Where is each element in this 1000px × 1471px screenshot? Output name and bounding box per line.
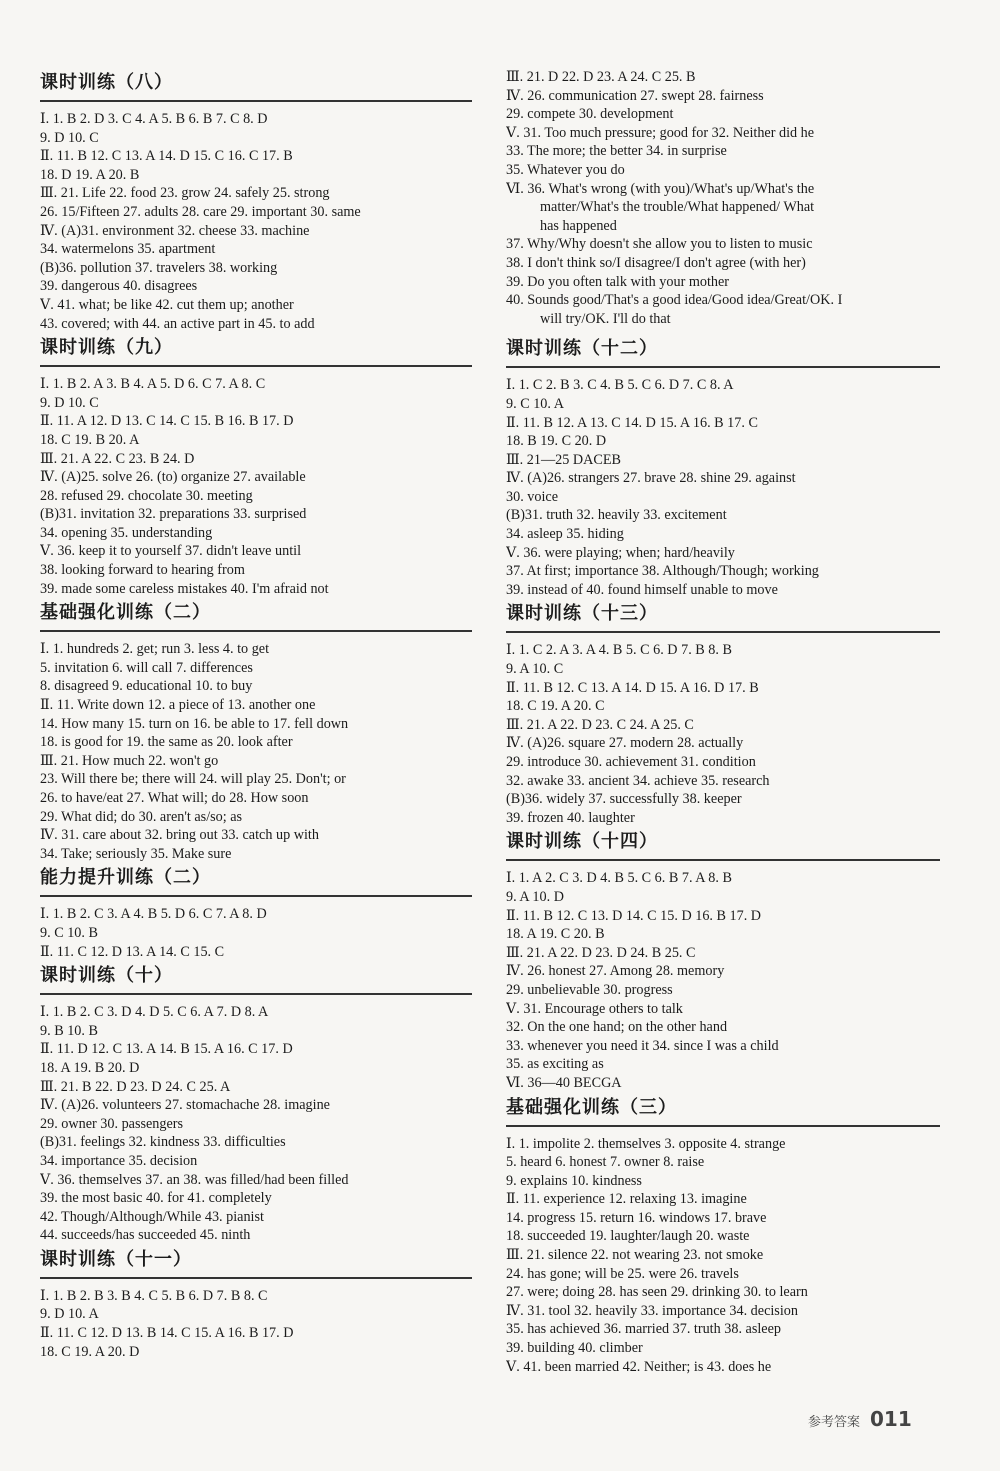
answer-line: Ⅳ. 31. tool 32. heavily 33. importance 34. decision bbox=[506, 1302, 798, 1319]
answer-line: 30. voice bbox=[506, 488, 559, 505]
answer-line: 9. C 10. B bbox=[40, 924, 98, 941]
answer-line: 39. made some careless mistakes 40. I'm afraid not bbox=[40, 580, 329, 597]
answer-section bbox=[40, 72, 472, 333]
answer-line: Ⅰ. 1. B 2. D 3. C 4. A 5. B 6. B 7. C 8. D bbox=[40, 111, 268, 127]
answer-line: 9. B 10. B bbox=[40, 1022, 98, 1039]
answer-line: Ⅳ. (A)26. volunteers 27. stomachache 28. imagine bbox=[40, 1097, 330, 1114]
answer-line: Ⅰ. 1. B 2. A 3. B 4. A 5. D 6. C 7. A 8. C bbox=[40, 376, 266, 393]
answer-line: 35. Whatever you do bbox=[506, 161, 625, 178]
answer-line: Ⅰ. 1. hundreds 2. get; run 3. less 4. to get bbox=[40, 641, 270, 658]
answer-line: 35. as exciting as bbox=[506, 1056, 604, 1073]
answer-line: Ⅲ. 21. A 22. C 23. B 24. D bbox=[40, 450, 195, 467]
answer-line: 18. D 19. A 20. B bbox=[40, 166, 140, 183]
page-number: 011 bbox=[870, 1407, 912, 1431]
answer-line: will try/OK. I'll do that bbox=[540, 310, 671, 327]
answer-line: 14. How many 15. turn on 16. be able to 17. fell down bbox=[40, 715, 349, 732]
answer-line: 18. B 19. C 20. D bbox=[506, 433, 607, 450]
answer-line: 18. succeeded 19. laughter/laugh 20. waste bbox=[506, 1228, 750, 1245]
answer-section bbox=[40, 602, 472, 863]
answer-line: Ⅰ. 1. B 2. C 3. D 4. D 5. C 6. A 7. D 8. A bbox=[40, 1004, 269, 1021]
section-title: 基础强化训练（二） bbox=[40, 602, 472, 632]
answer-line: 38. I don't think so/I disagree/I don't agree (with her) bbox=[506, 254, 806, 271]
footer-label: 参考答案 bbox=[808, 1415, 861, 1430]
right-sections bbox=[506, 338, 940, 1376]
answer-line: Ⅳ. (A)26. strangers 27. brave 28. shine 29. against bbox=[506, 470, 796, 487]
answer-line: 39. the most basic 40. for 41. completely bbox=[40, 1190, 272, 1207]
answer-line: Ⅴ. 36. keep it to yourself 37. didn't leave until bbox=[40, 543, 302, 560]
answer-line: Ⅲ. 21—25 DACEB bbox=[506, 451, 621, 468]
section-title: 课时训练（十三） bbox=[506, 603, 940, 633]
answer-line: Ⅲ. 21. Life 22. food 23. grow 24. safely 25. strong bbox=[40, 185, 330, 202]
answer-line: Ⅲ. 21. A 22. D 23. D 24. B 25. C bbox=[506, 944, 696, 961]
answer-line: 38. looking forward to hearing from bbox=[40, 562, 245, 579]
answer-line: Ⅳ. 26. communication 27. swept 28. fairness bbox=[506, 87, 764, 104]
answer-line: 39. frozen 40. laughter bbox=[506, 809, 635, 826]
continued-section bbox=[506, 68, 940, 328]
answer-line: 39. dangerous 40. disagrees bbox=[40, 278, 198, 295]
answer-line: 24. has gone; will be 25. were 26. travels bbox=[506, 1265, 739, 1282]
answer-line: 18. A 19. B 20. D bbox=[40, 1059, 140, 1076]
answer-line: Ⅱ. 11. Write down 12. a piece of 13. another one bbox=[40, 697, 316, 714]
answer-line: 34. asleep 35. hiding bbox=[506, 526, 624, 543]
answer-line: has happened bbox=[540, 217, 617, 234]
answer-line: Ⅳ. (A)25. solve 26. (to) organize 27. available bbox=[40, 469, 306, 486]
section-title: 课时训练（十四） bbox=[506, 831, 940, 861]
answer-line: matter/What's the trouble/What happened/ What bbox=[540, 199, 815, 216]
answer-line: (B)31. feelings 32. kindness 33. difficulties bbox=[40, 1134, 286, 1151]
answer-line: 29. compete 30. development bbox=[506, 106, 674, 123]
answer-line: Ⅴ. 36. themselves 37. an 38. was filled/had been filled bbox=[40, 1171, 349, 1188]
answer-line: 33. whenever you need it 34. since I was a child bbox=[506, 1037, 779, 1054]
answer-line: 40. Sounds good/That's a good idea/Good idea/Great/OK. I bbox=[506, 292, 843, 309]
answer-line: 29. introduce 30. achievement 31. condition bbox=[506, 754, 756, 770]
answer-line: Ⅳ. 26. honest 27. Among 28. memory bbox=[506, 963, 725, 980]
answer-line: Ⅲ. 21. A 22. D 23. C 24. A 25. C bbox=[506, 716, 694, 733]
answer-line: 34. watermelons 35. apartment bbox=[40, 241, 216, 258]
answer-line: Ⅰ. 1. A 2. C 3. D 4. B 5. C 6. B 7. A 8. B bbox=[506, 870, 732, 887]
answer-line: 9. A 10. D bbox=[506, 888, 564, 905]
left-column bbox=[40, 68, 472, 1361]
answer-line: Ⅱ. 11. D 12. C 13. A 14. B 15. A 16. C 17. D bbox=[40, 1041, 293, 1058]
answer-line: Ⅲ. 21. D 22. D 23. A 24. C 25. B bbox=[506, 69, 696, 85]
answer-line: 29. owner 30. passengers bbox=[40, 1115, 184, 1132]
answer-line: Ⅲ. 21. B 22. D 23. D 24. C 25. A bbox=[40, 1078, 231, 1095]
answer-line: Ⅰ. 1. impolite 2. themselves 3. opposite 4. strange bbox=[506, 1135, 786, 1152]
answer-line: 29. What did; do 30. aren't as/so; as bbox=[40, 808, 243, 825]
answer-line: 37. At first; importance 38. Although/Though; working bbox=[506, 563, 819, 580]
answer-line: Ⅱ. 11. B 12. C 13. D 14. C 15. D 16. B 17. D bbox=[506, 907, 762, 924]
section-title: 课时训练（八） bbox=[40, 72, 472, 102]
answer-line: 9. D 10. C bbox=[40, 394, 99, 411]
answer-section bbox=[40, 867, 472, 961]
answer-line: Ⅱ. 11. experience 12. relaxing 13. imagine bbox=[506, 1191, 747, 1208]
answer-line: 34. Take; seriously 35. Make sure bbox=[40, 845, 232, 862]
answer-line: 39. instead of 40. found himself unable to move bbox=[506, 581, 778, 598]
answer-line: Ⅱ. 11. C 12. D 13. A 14. C 15. C bbox=[40, 943, 225, 960]
answer-line: (B)31. invitation 32. preparations 33. surprised bbox=[40, 506, 307, 523]
answer-line: Ⅰ. 1. C 2. B 3. C 4. B 5. C 6. D 7. C 8. A bbox=[506, 377, 734, 394]
answer-section bbox=[506, 603, 940, 827]
answer-line: 32. On the one hand; on the other hand bbox=[506, 1019, 728, 1036]
answer-line: (B)31. truth 32. heavily 33. excitement bbox=[506, 507, 727, 524]
answer-line: Ⅵ. 36. What's wrong (with you)/What's up/What's the bbox=[506, 180, 815, 197]
answer-line: Ⅲ. 21. How much 22. won't go bbox=[40, 752, 219, 769]
answer-line: 43. covered; with 44. an active part in 45. to add bbox=[40, 315, 315, 332]
answer-line: 9. C 10. A bbox=[506, 395, 564, 412]
section-title: 能力提升训练（二） bbox=[40, 867, 472, 897]
answer-line: Ⅰ. 1. B 2. C 3. A 4. B 5. D 6. C 7. A 8. D bbox=[40, 906, 267, 923]
answer-line: Ⅳ. (A)31. environment 32. cheese 33. machine bbox=[40, 222, 310, 239]
answer-line: Ⅱ. 11. A 12. D 13. C 14. C 15. B 16. B 17. D bbox=[40, 413, 294, 430]
answer-line: 5. heard 6. honest 7. owner 8. raise bbox=[506, 1154, 705, 1171]
answer-line: (B)36. widely 37. successfully 38. keeper bbox=[506, 791, 742, 808]
answer-line: 9. explains 10. kindness bbox=[506, 1172, 642, 1189]
answer-line: 34. opening 35. understanding bbox=[40, 524, 213, 541]
answer-line: Ⅰ. 1. C 2. A 3. A 4. B 5. C 6. D 7. B 8. B bbox=[506, 642, 732, 659]
answer-line: 33. The more; the better 34. in surprise bbox=[506, 143, 727, 160]
answer-line: 29. unbelievable 30. progress bbox=[506, 981, 673, 998]
answer-line: Ⅱ. 11. C 12. D 13. B 14. C 15. A 16. B 17. D bbox=[40, 1325, 294, 1342]
section-title: 基础强化训练（三） bbox=[506, 1097, 940, 1127]
page-footer bbox=[808, 1407, 912, 1431]
section-title: 课时训练（九） bbox=[40, 337, 472, 367]
answer-section bbox=[40, 337, 472, 598]
answer-line: 39. Do you often talk with your mother bbox=[506, 273, 730, 290]
answer-line: 18. C 19. B 20. A bbox=[40, 431, 140, 448]
answer-line: Ⅰ. 1. B 2. B 3. B 4. C 5. B 6. D 7. B 8. C bbox=[40, 1287, 268, 1304]
section-title: 课时训练（十） bbox=[40, 965, 472, 995]
answer-line: Ⅱ. 11. B 12. C 13. A 14. D 15. C 16. C 17. B bbox=[40, 148, 293, 165]
answer-section bbox=[506, 338, 940, 599]
answer-line: 18. is good for 19. the same as 20. look after bbox=[40, 734, 293, 751]
answer-line: Ⅱ. 11. B 12. C 13. A 14. D 15. A 16. D 17. B bbox=[506, 679, 759, 696]
answer-line: (B)36. pollution 37. travelers 38. working bbox=[40, 259, 278, 276]
answer-line: 27. were; doing 28. has seen 29. drinking 30. to learn bbox=[506, 1284, 808, 1301]
answer-line: 14. progress 15. return 16. windows 17. brave bbox=[506, 1209, 767, 1226]
answer-line: Ⅳ. (A)26. square 27. modern 28. actually bbox=[506, 735, 744, 752]
answer-line: 37. Why/Why doesn't she allow you to listen to music bbox=[506, 236, 813, 253]
answer-line: 9. D 10. C bbox=[40, 129, 99, 146]
right-column bbox=[506, 68, 940, 1376]
answer-line: 5. invitation 6. will call 7. differences bbox=[40, 659, 253, 676]
answer-section bbox=[40, 965, 472, 1245]
answer-line: Ⅴ. 31. Encourage others to talk bbox=[506, 1000, 683, 1017]
answer-line: Ⅳ. 31. care about 32. bring out 33. catch up with bbox=[40, 827, 319, 844]
answer-line: Ⅲ. 21. silence 22. not wearing 23. not smoke bbox=[506, 1247, 764, 1264]
section-title: 课时训练（十二） bbox=[506, 338, 940, 368]
answer-line: 39. building 40. climber bbox=[506, 1340, 643, 1357]
answer-line: Ⅴ. 31. Too much pressure; good for 32. Neither did he bbox=[506, 124, 815, 141]
answer-line: Ⅴ. 36. were playing; when; hard/heavily bbox=[506, 544, 735, 561]
answer-line: 34. importance 35. decision bbox=[40, 1152, 198, 1169]
section-title: 课时训练（十一） bbox=[40, 1249, 472, 1279]
answer-line: 8. disagreed 9. educational 10. to buy bbox=[40, 678, 253, 695]
answer-line: 26. 15/Fifteen 27. adults 28. care 29. important 30. same bbox=[40, 203, 361, 220]
answer-line: Ⅴ. 41. been married 42. Neither; is 43. does he bbox=[506, 1358, 772, 1375]
answer-line: 23. Will there be; there will 24. will play 25. Don't; or bbox=[40, 771, 346, 788]
answer-line: 42. Though/Although/While 43. pianist bbox=[40, 1208, 264, 1225]
answer-section bbox=[506, 1097, 940, 1377]
answer-section bbox=[506, 831, 940, 1092]
answer-line: 28. refused 29. chocolate 30. meeting bbox=[40, 487, 253, 504]
answer-line: 18. C 19. A 20. C bbox=[506, 698, 605, 715]
answer-line: 32. awake 33. ancient 34. achieve 35. research bbox=[506, 772, 770, 789]
answer-section bbox=[40, 1249, 472, 1361]
answer-line: Ⅴ. 41. what; be like 42. cut them up; another bbox=[40, 296, 294, 313]
answer-line: 26. to have/eat 27. What will; do 28. How soon bbox=[40, 790, 309, 806]
answer-line: 35. has achieved 36. married 37. truth 38. asleep bbox=[506, 1321, 781, 1338]
answer-line: 9. D 10. A bbox=[40, 1306, 99, 1323]
answer-line: Ⅱ. 11. B 12. A 13. C 14. D 15. A 16. B 17. C bbox=[506, 414, 758, 431]
answer-line: 18. C 19. A 20. D bbox=[40, 1343, 140, 1360]
answer-line: 9. A 10. C bbox=[506, 661, 564, 678]
answer-line: Ⅵ. 36—40 BECGA bbox=[506, 1074, 622, 1091]
answer-line: 44. succeeds/has succeeded 45. ninth bbox=[40, 1227, 251, 1244]
answer-line: 18. A 19. C 20. B bbox=[506, 926, 605, 943]
